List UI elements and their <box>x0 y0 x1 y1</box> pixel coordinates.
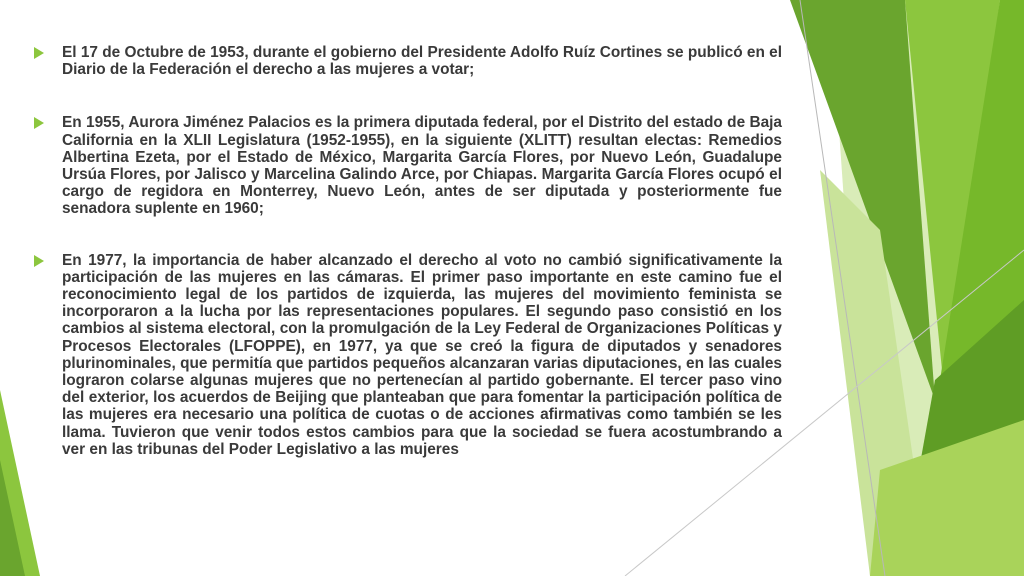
bullet-text: En 1977, la importancia de haber alcanzado el derecho al voto no cambió significativamente la participación de las mujeres en las cámaras. El primer paso importante en este camino fue el reconocimiento legal de los partidos de izquierda, las mujeres del movimiento feminista se incorporaron a la lucha por las representaciones populares. El segundo paso consistió en los cambios al sistema electoral, con la promulgación de la Ley Federal de Organizaciones Políticas y Procesos Electorales (LFOPPE), en 1977, ya que se creó la figura de diputados y senadores plurinominales, que permitía que partidos pequeños alcanzaran varias diputaciones, en las cuales lograron colarse algunas mujeres que no pertenecían al partido gobernante. El tercer paso vino del exterior, los acuerdos de Beijing que planteaban que para fomentar la participación política de las mujeres era necesario una política de cuotas o de acciones afirmativas como también se les llama. Tuvieron que venir todos estos cambios para que la sociedad se fuera acostumbrando a ver en las tribunas del Poder Legislativo a las mujeres <box>62 251 782 458</box>
bullet-arrow-icon <box>34 47 44 59</box>
bullet-arrow-icon <box>34 117 44 129</box>
bullet-item-1955 <box>34 114 782 217</box>
bullet-text: El 17 de Octubre de 1953, durante el gobierno del Presidente Adolfo Ruíz Cortines se publicó en el Diario de la Federación el derecho a las mujeres a votar; <box>62 44 782 79</box>
bullet-item-1977 <box>34 252 782 458</box>
bullet-arrow-icon <box>34 255 44 267</box>
bullet-list <box>34 44 782 458</box>
bullet-text: En 1955, Aurora Jiménez Palacios es la primera diputada federal, por el Distrito del estado de Baja California en la XLII Legislatura (1952-1955), en la siguiente (XLITT) resultan electas: Remedios Albertina Ezeta, por el Estado de México, Margarita García Flores, por Nuevo León, Guadalupe Ursúa Flores, por Jalisco y Marcelina Galindo Arce, por Chiapas. Margarita García Flores ocupó el cargo de regidora en Monterrey, Nuevo León, antes de ser diputada y posteriormente fue senadora suplente en 1960; <box>62 114 782 218</box>
bullet-item-1953 <box>34 44 782 78</box>
